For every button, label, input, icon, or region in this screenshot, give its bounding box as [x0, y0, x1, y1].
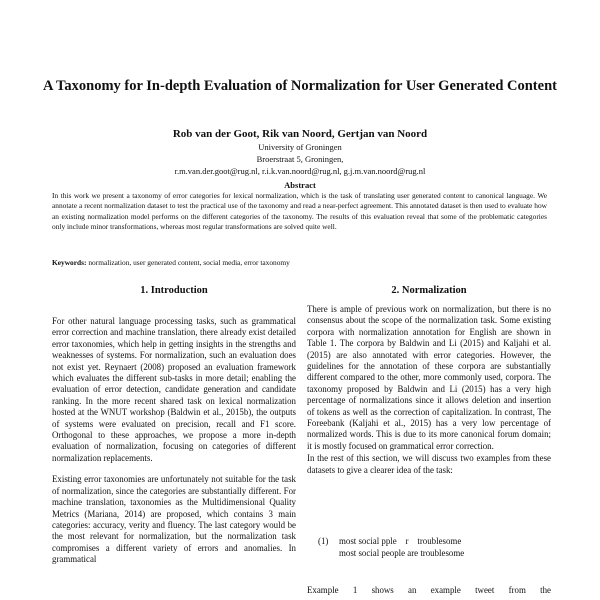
- introduction-paragraph-1: For other natural language processing tasks, such as grammatical error correction and machine translation, there already exist detailed error taxonomies, which help in getting insights in the strengths and weaknesses of systems. For normalization, such an evaluation does not exist yet. Reynaert (2008) proposed an evaluation framework which evaluates the different sub-tasks in more detail; enabling the evaluation of error detection, candidate generation and candidate ranking. In the more recent shared task on lexical normalization hosted at the WNUT workshop (Baldwin et al., 2015b), the outputs of systems were evaluated on precision, recall and F1 score. Orthogonal to these approaches, we propose a more in-depth evaluation of normalization, focusing on categories of different normalization replacements.: [52, 316, 296, 463]
- paper-title: A Taxonomy for In-depth Evaluation of Normalization for User Generated Content: [43, 78, 557, 94]
- affiliation-institution: University of Groningen: [258, 142, 342, 152]
- affiliation-emails: r.m.van.der.goot@rug.nl, r.i.k.van.noord@rug.nl, g.j.m.van.noord@rug.nl: [174, 166, 426, 176]
- keywords-label: Keywords:: [52, 258, 87, 267]
- section-heading-introduction: 1. Introduction: [140, 285, 208, 296]
- abstract-heading: Abstract: [284, 180, 316, 190]
- affiliation-block: [40, 141, 560, 177]
- example-original-line: most social pple r troublesome: [339, 536, 462, 546]
- example-number: (1): [318, 536, 329, 546]
- introduction-paragraph-2: Existing error taxonomies are unfortunately not suitable for the task of normalization, since the categories are substantially different. For machine translation, taxonomies as the Multidimensional Quality Metrics (Mariana, 2014) are proposed, which contains 3 main categories: accuracy, verity and fluency. The last category would be the most relevant for normalization, but the normalization task compromises a different variety of errors and anomalies. In grammatical: [52, 474, 296, 565]
- example-normalized-line: most social people are troublesome: [339, 548, 465, 558]
- keywords-text: normalization, user generated content, social media, error taxonomy: [86, 258, 290, 267]
- section-heading-normalization: 2. Normalization: [391, 285, 467, 296]
- abstract-text: In this work we present a taxonomy of error categories for lexical normalization, which is the task of translating user generated content to canonical language. We annotate a recent normalization dataset to test the practical use of the taxonomy and read a near-perfect agreement. This annotated dataset is then used to evaluate how an existing normalization model performs on the different categories of the taxonomy. The results of this evaluation reveal that some of the problematic categories only include minor transformations, whereas most regular transformations are solved quite well.: [52, 191, 547, 232]
- normalization-column: [307, 304, 551, 476]
- affiliation-street: Broerstraat 5, Groningen,: [256, 154, 344, 164]
- normalization-paragraph-3: Example 1 shows an example tweet from the: [307, 585, 551, 595]
- normalization-paragraph-2: In the rest of this section, we will discuss two examples from these datasets to give a clearer idea of the task:: [307, 453, 551, 475]
- introduction-column: [52, 316, 296, 566]
- normalization-paragraph-1: There is ample of previous work on normalization, but there is no consensus about the scope of the normalization task. Some existing corpora with normalization annotation for English are shown in Table 1. The corpora by Baldwin and Li (2015) and Kaljahi et al. (2015) are also annotated with error categories. However, the guidelines for the annotation of these corpora are substantially different compared to the other, more commonly used, corpora. The taxonomy proposed by Baldwin and Li (2015) has a very high percentage of normalizations since it allows deletion and insertion of tokens as well as the correction of capitalization. In contrast, The Foreebank (Kaljahi et al., 2015) has a very low percentage of normalized words. This is due to its more canonical forum domain; it is mostly focused on grammatical error correction.: [307, 304, 551, 451]
- keywords-line: [52, 258, 547, 268]
- paper-authors: Rob van der Goot, Rik van Noord, Gertjan van Noord: [172, 128, 428, 140]
